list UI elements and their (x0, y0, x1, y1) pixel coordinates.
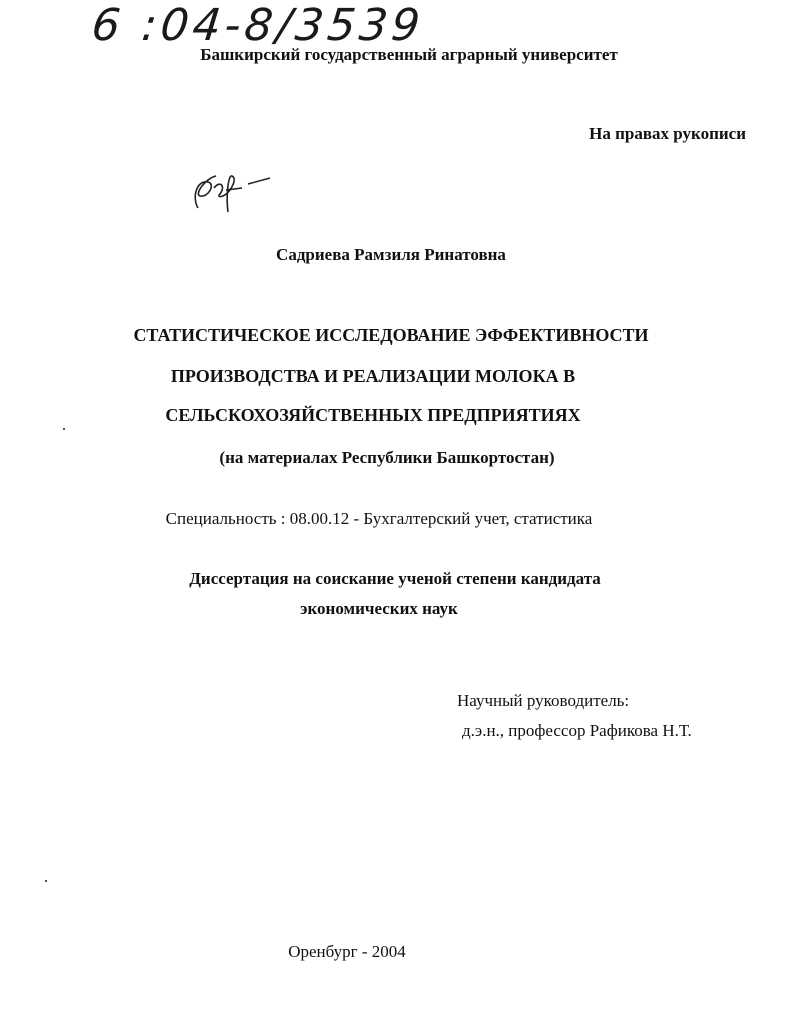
degree-line-1: Диссертация на соискание ученой степени кандидата (189, 569, 601, 588)
author-name: Садриева Рамзиля Ринатовна (276, 245, 506, 264)
scan-speck (63, 428, 65, 430)
specialty: Специальность : 08.00.12 - Бухгалтерский учет, статистика (165, 509, 593, 528)
dissertation-title-line-2: ПРОИЗВОДСТВА И РЕАЛИЗАЦИИ МОЛОКА В (170, 366, 576, 386)
supervisor-name: д.э.н., профессор Рафикова Н.Т. (462, 721, 692, 740)
scan-speck (45, 880, 47, 882)
degree-line-2: экономических наук (300, 599, 458, 618)
handwritten-archive-number: 6 :04-8/3539 (89, 0, 427, 51)
supervisor-label: Научный руководитель: (457, 691, 630, 710)
dissertation-title-line-1: СТАТИСТИЧЕСКОЕ ИССЛЕДОВАНИЕ ЭФФЕКТИВНОСТИ (133, 325, 649, 345)
university-name: Башкирский государственный аграрный университет (200, 45, 618, 64)
dissertation-title-line-3: СЕЛЬСКОХОЗЯЙСТВЕННЫХ ПРЕДПРИЯТИЯХ (165, 405, 581, 425)
rights-note: На правах рукописи (589, 124, 746, 143)
dissertation-subtitle: (на материалах Республики Башкортостан) (219, 448, 555, 467)
signature-icon (186, 168, 276, 218)
city-year: Оренбург - 2004 (288, 942, 406, 961)
